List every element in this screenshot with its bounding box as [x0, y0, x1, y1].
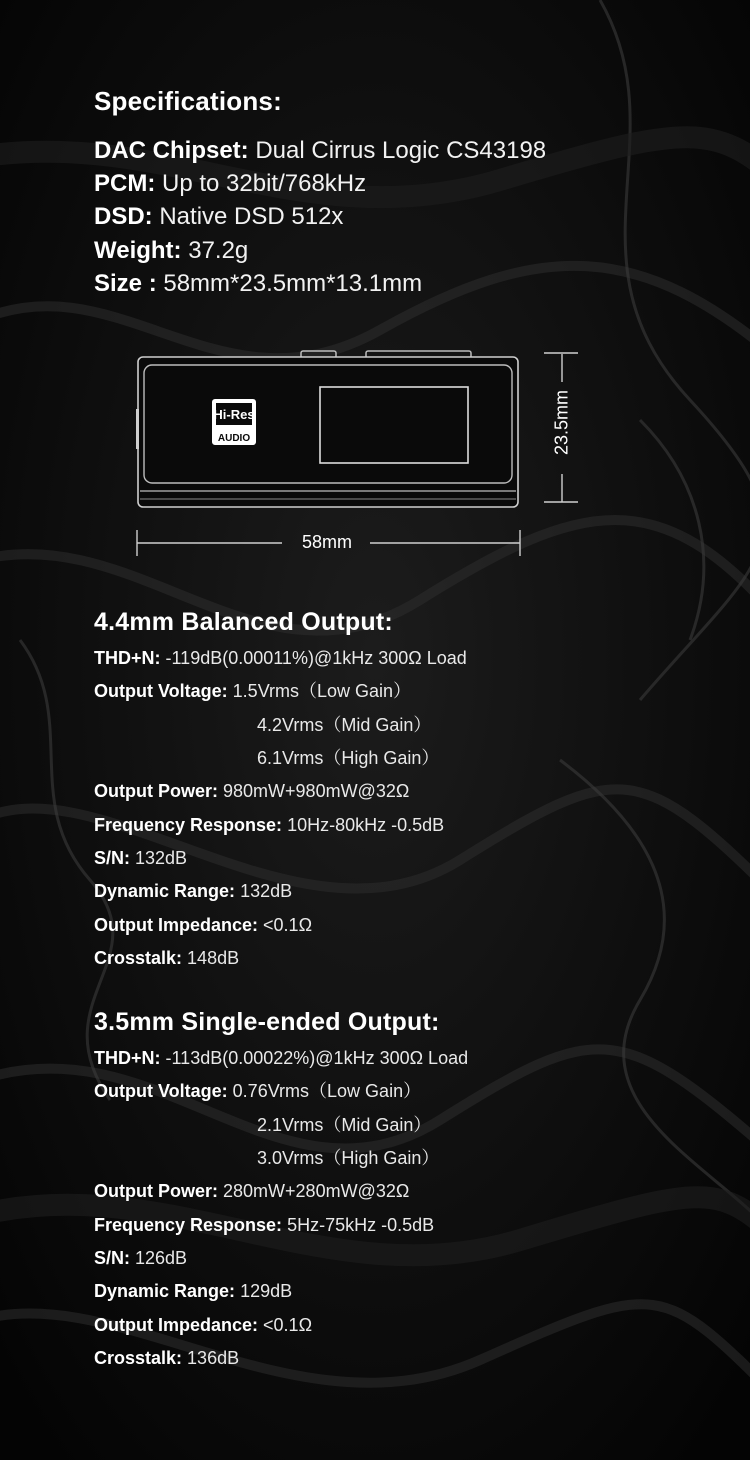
single-frequency-response — [94, 1213, 434, 1237]
balanced-crosstalk — [94, 946, 239, 970]
value: 0.76Vrms（Low Gain） — [232, 1081, 422, 1101]
spec-value: 58mm*23.5mm*13.1mm — [163, 270, 423, 297]
balanced-sn — [94, 846, 187, 870]
label: Crosstalk: — [94, 948, 183, 968]
balanced-output-voltage — [94, 679, 411, 703]
value: 6.1Vrms（High Gain） — [257, 748, 440, 768]
value: 10Hz-80kHz -0.5dB — [287, 815, 445, 835]
hi-res-audio-logo — [212, 399, 256, 445]
value: 3.0Vrms（High Gain） — [257, 1148, 440, 1168]
height-dimension-label: 23.5mm — [551, 389, 572, 456]
label: Dynamic Range: — [94, 881, 236, 901]
width-dimension-label: 58mm — [301, 532, 352, 552]
label: S/N: — [94, 1248, 130, 1268]
balanced-output-title: 4.4mm Balanced Output: — [94, 608, 393, 636]
value: 132dB — [240, 881, 293, 901]
single-output-voltage — [94, 1079, 421, 1103]
balanced-dynamic-range — [94, 879, 292, 903]
value: -113dB(0.00022%)@1kHz 300Ω Load — [165, 1048, 469, 1068]
label: THD+N: — [94, 648, 161, 668]
spec-label: DAC Chipset: — [94, 137, 249, 164]
value: 280mW+280mW@32Ω — [223, 1181, 410, 1201]
spec-dsd — [94, 200, 343, 233]
label: Output Power: — [94, 781, 218, 801]
spec-label: DSD: — [94, 203, 153, 230]
label: S/N: — [94, 848, 130, 868]
label: Dynamic Range: — [94, 1281, 236, 1301]
spec-size — [94, 267, 422, 300]
spec-weight — [94, 234, 248, 267]
spec-label: PCM: — [94, 170, 156, 197]
value: 132dB — [135, 848, 188, 868]
value: -119dB(0.00011%)@1kHz 300Ω Load — [165, 648, 467, 668]
single-output-power — [94, 1179, 409, 1203]
value: 5Hz-75kHz -0.5dB — [287, 1215, 435, 1235]
single-voltage-mid — [257, 1113, 431, 1137]
value: 4.2Vrms（Mid Gain） — [257, 715, 432, 735]
spec-label: Weight: — [94, 237, 182, 264]
single-sn — [94, 1246, 187, 1270]
spec-label: Size : — [94, 270, 157, 297]
value: 126dB — [135, 1248, 188, 1268]
label: Output Voltage: — [94, 1081, 228, 1101]
value: 148dB — [187, 948, 240, 968]
label: Output Power: — [94, 1181, 218, 1201]
balanced-output-power — [94, 779, 409, 803]
spec-value: Up to 32bit/768kHz — [162, 170, 367, 197]
spec-pcm — [94, 167, 366, 200]
balanced-frequency-response — [94, 813, 444, 837]
balanced-output-impedance — [94, 913, 312, 937]
spec-value: 37.2g — [188, 237, 249, 264]
value: <0.1Ω — [263, 915, 313, 935]
spec-dac-chipset — [94, 134, 546, 167]
value: 2.1Vrms（Mid Gain） — [257, 1115, 432, 1135]
balanced-thd — [94, 646, 467, 670]
audio-badge-text: AUDIO — [217, 433, 251, 444]
specifications-title: Specifications: — [94, 86, 282, 116]
spec-value: Dual Cirrus Logic CS43198 — [255, 137, 547, 164]
single-thd — [94, 1046, 468, 1070]
single-crosstalk — [94, 1346, 239, 1370]
label: Output Impedance: — [94, 915, 259, 935]
value: 136dB — [187, 1348, 240, 1368]
value: <0.1Ω — [263, 1315, 313, 1335]
label: Frequency Response: — [94, 815, 283, 835]
single-dynamic-range — [94, 1279, 292, 1303]
value: 1.5Vrms（Low Gain） — [232, 681, 412, 701]
single-ended-output-title: 3.5mm Single-ended Output: — [94, 1008, 440, 1036]
value: 129dB — [240, 1281, 293, 1301]
label: Frequency Response: — [94, 1215, 283, 1235]
single-output-impedance — [94, 1313, 312, 1337]
single-voltage-high — [257, 1146, 439, 1170]
label: Crosstalk: — [94, 1348, 183, 1368]
label: Output Impedance: — [94, 1315, 259, 1335]
device-diagram — [136, 346, 521, 512]
label: THD+N: — [94, 1048, 161, 1068]
balanced-voltage-mid — [257, 713, 431, 737]
value: 980mW+980mW@32Ω — [223, 781, 410, 801]
label: Output Voltage: — [94, 681, 228, 701]
spec-value: Native DSD 512x — [159, 203, 344, 230]
balanced-voltage-high — [257, 746, 439, 770]
hi-res-badge-text: Hi-Res — [213, 407, 255, 422]
